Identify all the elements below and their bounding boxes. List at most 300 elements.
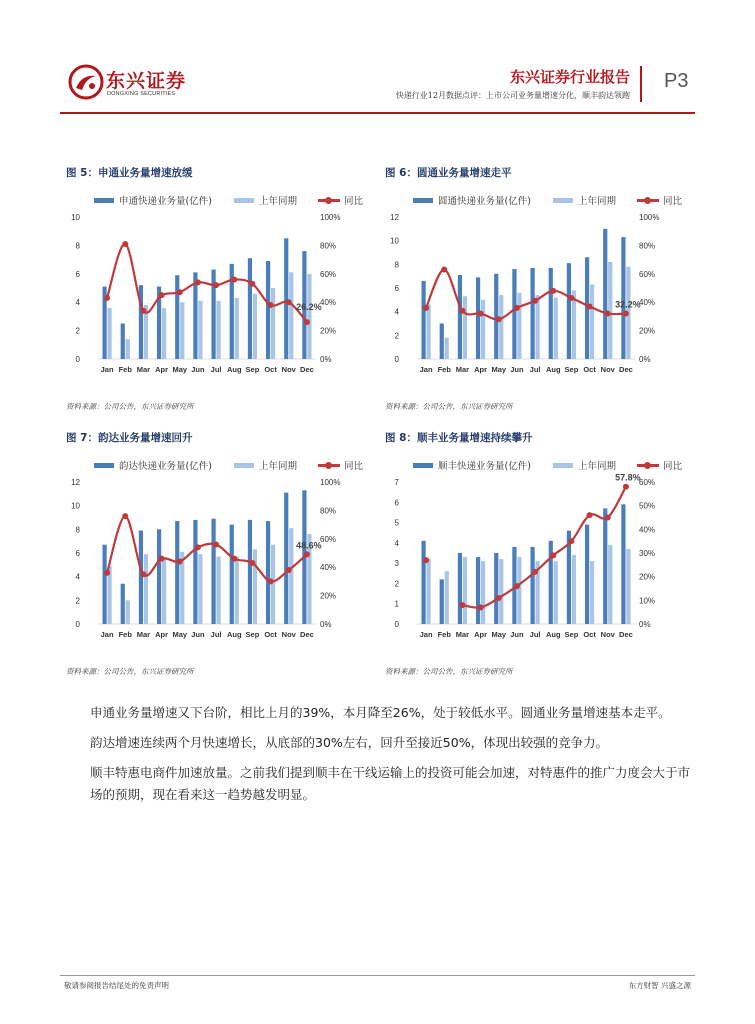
x-tick-label: Feb (437, 630, 451, 639)
yoy-point-aug (231, 556, 237, 562)
bar-current-jul (530, 547, 534, 624)
x-tick-label: May (491, 365, 507, 374)
header-divider (640, 66, 642, 102)
bar-current-feb (121, 584, 125, 624)
legend-item-yoy (637, 458, 682, 472)
y-tick-right: 80% (320, 241, 337, 251)
bar-last-year-mar (144, 554, 148, 624)
chart-plot (66, 474, 376, 649)
y-tick-right: 20% (320, 591, 337, 601)
y-tick-right: 60% (639, 269, 656, 279)
bar-current-nov (603, 508, 607, 624)
bar-current-jun (193, 272, 197, 359)
y-tick-right: 80% (320, 506, 337, 516)
x-tick-label: Nov (600, 365, 615, 374)
bar-last-year-sep (572, 555, 576, 624)
legend-label: 申通快递业务量(亿件) (119, 196, 212, 207)
x-tick-label: Nov (281, 630, 296, 639)
bar-last-year-apr (481, 300, 485, 359)
x-tick-label: Apr (155, 630, 169, 639)
x-tick-label: Feb (118, 630, 132, 639)
bar-current-apr (476, 557, 480, 624)
chart-plot (385, 474, 695, 649)
y-tick-left: 6 (75, 269, 80, 279)
bar-last-year-nov (289, 272, 293, 359)
figure-number: 图 6： (385, 167, 417, 179)
bar-current-jul (211, 519, 215, 624)
figure-number: 图 8： (385, 432, 417, 444)
yoy-point-oct (268, 302, 274, 308)
bar-current-mar (458, 553, 462, 624)
y-tick-right: 30% (639, 549, 656, 558)
x-tick-label: Aug (545, 630, 561, 639)
figure-source: 资料来源：公司公告，东兴证券研究所 (66, 667, 194, 676)
y-tick-right: 0% (320, 620, 332, 629)
bar-last-year-mar (463, 557, 467, 624)
y-tick-right: 100% (320, 213, 341, 222)
chart-legend (66, 458, 376, 472)
figure-title-text: 申通业务量增速放缓 (97, 167, 193, 179)
y-tick-left: 2 (75, 326, 80, 336)
bar-current-apr (157, 529, 161, 624)
yoy-point-mar (459, 308, 465, 314)
bar-current-jun (512, 269, 516, 359)
yoy-point-may (177, 289, 183, 295)
yoy-point-jan (423, 557, 429, 563)
x-tick-label: Apr (155, 365, 169, 374)
yoy-point-apr (159, 556, 165, 562)
y-tick-left: 2 (394, 579, 399, 589)
x-tick-label: Jul (529, 630, 541, 639)
y-tick-right: 60% (639, 478, 656, 487)
y-tick-left: 6 (394, 284, 399, 293)
x-tick-label: Jan (100, 630, 114, 639)
x-tick-label: Aug (226, 365, 242, 374)
x-tick-label: Dec (619, 630, 633, 639)
footer-rule (60, 975, 695, 976)
bar-current-dec (621, 237, 625, 359)
yoy-point-mar (459, 602, 465, 608)
y-tick-right: 40% (320, 563, 337, 573)
y-tick-left: 8 (75, 525, 80, 535)
y-tick-left: 0 (394, 355, 399, 364)
y-tick-right: 40% (639, 298, 656, 308)
bar-current-may (175, 521, 179, 624)
bar-current-feb (440, 324, 444, 360)
bar-current-jan (421, 541, 425, 624)
logo-cn-text: 东兴证券 (106, 70, 187, 92)
paragraph-3: 顺丰特惠电商件加速放量。之前我们提到顺丰在干线运输上的投资可能会加速，对特惠件的推广力度会大于市场的预期，现在看来这一趋势越发明显。 (90, 765, 691, 802)
legend-item-current (413, 193, 531, 207)
bar-last-year-jan (107, 308, 111, 359)
x-tick-label: May (491, 630, 507, 639)
bar-last-year-nov (608, 262, 612, 359)
bar-last-year-feb (445, 571, 449, 624)
bar-last-year-oct (590, 284, 594, 359)
yoy-point-aug (550, 288, 556, 294)
bar-last-year-dec (626, 549, 630, 624)
yoy-point-may (496, 316, 502, 322)
yoy-point-jul (213, 541, 219, 547)
yoy-point-oct (587, 512, 593, 518)
yoy-point-sep (249, 281, 255, 287)
y-tick-right: 20% (639, 572, 656, 582)
y-tick-left: 4 (75, 572, 80, 582)
yoy-point-feb (122, 241, 128, 247)
y-tick-left: 10 (71, 213, 80, 222)
yoy-point-jul (532, 298, 538, 304)
yoy-point-feb (122, 513, 128, 519)
yoy-point-nov (286, 299, 292, 305)
x-tick-label: May (172, 630, 188, 639)
bar-current-mar (458, 275, 462, 359)
bar-last-year-jun (198, 301, 202, 359)
yoy-point-feb (441, 267, 447, 273)
footer-slogan: 东方财智 兴盛之源 (628, 981, 691, 990)
legend-item-last-year (553, 458, 616, 472)
x-tick-label: Jun (191, 630, 205, 639)
bar-last-year-jul (216, 557, 220, 624)
figure-title (66, 430, 192, 445)
y-tick-left: 6 (394, 498, 399, 508)
legend-label: 韵达快递业务量(亿件) (119, 461, 212, 472)
legend-item-last-year (553, 193, 616, 207)
y-tick-right: 60% (320, 269, 337, 279)
figure-8 (385, 430, 695, 680)
bar-last-year-oct (271, 545, 275, 624)
yoy-point-apr (159, 292, 165, 298)
x-tick-label: Mar (455, 365, 470, 374)
yoy-point-jun (514, 583, 520, 589)
x-tick-label: Sep (564, 365, 579, 374)
logo-mark-icon (68, 64, 104, 100)
y-tick-left: 5 (394, 518, 399, 528)
yoy-point-mar (140, 571, 146, 577)
y-tick-left: 7 (394, 478, 399, 487)
bar-last-year-jan (426, 305, 430, 359)
bar-last-year-nov (289, 528, 293, 624)
yoy-point-apr (478, 604, 484, 610)
figure-source: 资料来源：公司公告，东兴证券研究所 (385, 402, 513, 411)
bar-last-year-jun (517, 557, 521, 624)
bar-last-year-may (180, 302, 184, 359)
legend-swatch (553, 463, 573, 468)
x-tick-label: Jul (210, 365, 222, 374)
legend-item-yoy (318, 458, 363, 472)
x-tick-label: Oct (583, 365, 596, 374)
legend-swatch (413, 463, 433, 468)
legend-label: 圆通快递业务量(亿件) (438, 196, 531, 207)
bar-last-year-jun (517, 293, 521, 359)
legend-line-marker (637, 196, 659, 204)
yoy-point-apr (478, 311, 484, 317)
bar-last-year-may (499, 559, 503, 624)
x-tick-label: Apr (474, 365, 488, 374)
x-tick-label: Sep (245, 630, 260, 639)
y-tick-right: 40% (320, 298, 337, 308)
bar-last-year-feb (445, 338, 449, 359)
x-tick-label: Jan (419, 365, 433, 374)
yoy-point-sep (568, 538, 574, 544)
yoy-point-mar (140, 308, 146, 314)
y-tick-right: 20% (639, 326, 656, 336)
bar-last-year-may (499, 295, 503, 359)
y-tick-left: 6 (75, 549, 80, 558)
yoy-line (426, 270, 626, 320)
bar-current-dec (621, 504, 625, 624)
y-tick-left: 10 (71, 501, 80, 511)
bar-current-sep (248, 258, 252, 359)
x-tick-label: Jan (419, 630, 433, 639)
company-logo (68, 64, 198, 104)
legend-item-current (94, 193, 212, 207)
x-tick-label: Aug (545, 365, 561, 374)
legend-line-marker (318, 196, 340, 204)
legend-label: 上年同期 (259, 461, 298, 472)
bar-current-oct (585, 525, 589, 624)
x-tick-label: Apr (474, 630, 488, 639)
chart-legend (385, 193, 695, 207)
legend-label: 上年同期 (578, 196, 617, 207)
x-tick-label: Aug (226, 630, 242, 639)
y-tick-left: 4 (394, 538, 399, 548)
bar-last-year-aug (235, 298, 239, 359)
yoy-point-jun (514, 305, 520, 311)
chart-legend (66, 193, 376, 207)
bar-current-aug (230, 525, 234, 624)
yoy-point-jan (423, 305, 429, 311)
bar-last-year-aug (554, 561, 558, 624)
yoy-point-oct (268, 578, 274, 584)
x-tick-label: Jul (210, 630, 222, 639)
y-tick-left: 8 (394, 260, 399, 270)
legend-swatch (413, 198, 433, 203)
bar-current-mar (139, 531, 143, 624)
bar-last-year-apr (162, 560, 166, 624)
y-tick-right: 100% (320, 478, 341, 487)
bar-current-may (175, 275, 179, 359)
bar-last-year-jun (198, 554, 202, 624)
y-tick-right: 50% (639, 501, 656, 511)
yoy-point-jan (104, 295, 110, 301)
yoy-point-sep (568, 295, 574, 301)
yoy-point-jul (213, 282, 219, 288)
x-tick-label: Oct (264, 630, 277, 639)
x-tick-label: Nov (281, 365, 296, 374)
y-tick-left: 0 (394, 620, 399, 629)
x-tick-label: Jan (100, 365, 114, 374)
y-tick-right: 60% (320, 534, 337, 544)
x-tick-label: May (172, 365, 188, 374)
x-tick-label: Oct (583, 630, 596, 639)
y-tick-left: 4 (394, 307, 399, 317)
bar-current-may (494, 553, 498, 624)
bar-last-year-apr (481, 561, 485, 624)
y-tick-left: 2 (75, 596, 80, 606)
yoy-point-sep (249, 560, 255, 566)
bar-current-oct (266, 521, 270, 624)
yoy-point-may (496, 595, 502, 601)
legend-swatch (553, 198, 573, 203)
bar-last-year-aug (235, 557, 239, 624)
x-tick-label: Jul (529, 365, 541, 374)
x-tick-label: Mar (136, 630, 151, 639)
legend-line-marker (318, 461, 340, 469)
legend-item-current (413, 458, 531, 472)
yoy-point-dec (304, 319, 310, 325)
figure-title-text: 圆通业务量增速走平 (416, 167, 512, 179)
chart-legend (385, 458, 695, 472)
bar-last-year-jul (216, 301, 220, 359)
y-tick-right: 100% (639, 213, 660, 222)
footer-disclaimer: 敬请参阅报告结尾处的免责声明 (64, 981, 169, 990)
y-tick-left: 3 (394, 559, 399, 569)
figure-title (66, 165, 192, 180)
bar-current-nov (603, 229, 607, 359)
bar-current-nov (284, 493, 288, 624)
paragraph-1: 申通业务量增速又下台阶，相比上月的39%，本月降至26%，处于较低水平。圆通业务量增速基本走平。 (90, 705, 671, 720)
figure-title (385, 430, 532, 445)
bar-last-year-apr (162, 308, 166, 359)
x-tick-label: Jun (191, 365, 205, 374)
yoy-point-jun (195, 279, 201, 285)
legend-item-yoy (318, 193, 363, 207)
legend-label: 同比 (344, 196, 364, 207)
y-tick-left: 4 (75, 298, 80, 308)
y-tick-left: 0 (75, 620, 80, 629)
legend-swatch (94, 463, 114, 468)
y-tick-left: 1 (394, 599, 399, 609)
legend-label: 同比 (663, 461, 683, 472)
legend-item-last-year (234, 193, 297, 207)
bar-current-sep (248, 520, 252, 624)
yoy-point-nov (286, 567, 292, 573)
bar-last-year-jan (426, 559, 430, 624)
y-tick-left: 12 (390, 213, 399, 222)
legend-item-last-year (234, 458, 297, 472)
yoy-point-dec (623, 484, 629, 490)
x-tick-label: Dec (619, 365, 633, 374)
y-tick-left: 8 (75, 241, 80, 251)
yoy-point-dec (304, 551, 310, 557)
bar-current-jul (530, 268, 534, 359)
yoy-line (107, 244, 307, 322)
x-tick-label: Mar (136, 365, 151, 374)
yoy-annotation: 48.6% (296, 540, 322, 551)
bar-last-year-nov (608, 545, 612, 624)
legend-line-marker (637, 461, 659, 469)
yoy-point-nov (605, 311, 611, 317)
x-tick-label: Sep (564, 630, 579, 639)
x-tick-label: Oct (264, 365, 277, 374)
x-tick-label: Feb (118, 365, 132, 374)
bar-current-sep (567, 263, 571, 359)
figure-6 (385, 165, 695, 415)
yoy-annotation: 26.2% (296, 302, 322, 313)
paragraph-2: 韵达增速连续两个月快速增长，从底部的30%左右，回升至接近50%，体现出较强的竞争力。 (90, 735, 609, 750)
y-tick-right: 0% (639, 355, 651, 364)
y-tick-left: 0 (75, 355, 80, 364)
bar-current-jun (193, 520, 197, 624)
yoy-line (107, 516, 307, 581)
figure-7 (66, 430, 376, 680)
y-tick-right: 10% (639, 596, 656, 606)
figure-source: 资料来源：公司公告，东兴证券研究所 (66, 402, 194, 411)
bar-current-feb (121, 324, 125, 360)
bar-last-year-feb (126, 339, 130, 359)
bar-current-apr (476, 277, 480, 359)
x-tick-label: Feb (437, 365, 451, 374)
page-number: P3 (664, 70, 689, 92)
bar-last-year-dec (307, 274, 311, 359)
yoy-point-jul (532, 569, 538, 575)
x-tick-label: Nov (600, 630, 615, 639)
legend-swatch (234, 463, 254, 468)
figure-source: 资料来源：公司公告，东兴证券研究所 (385, 667, 513, 676)
x-tick-label: Jun (510, 630, 524, 639)
x-tick-label: Sep (245, 365, 260, 374)
y-tick-right: 0% (639, 620, 651, 629)
figure-5 (66, 165, 376, 415)
legend-label: 上年同期 (578, 461, 617, 472)
chart-plot (385, 209, 695, 384)
yoy-line (462, 487, 626, 608)
yoy-point-jan (104, 570, 110, 576)
yoy-point-nov (605, 515, 611, 521)
yoy-annotation: 32.2% (615, 299, 641, 310)
x-tick-label: Dec (300, 630, 314, 639)
figure-title-text: 顺丰业务量增速持续攀升 (416, 432, 533, 444)
legend-label: 同比 (344, 461, 364, 472)
legend-item-current (94, 458, 212, 472)
bar-last-year-jul (535, 295, 539, 359)
bar-last-year-oct (590, 561, 594, 624)
y-tick-left: 10 (390, 236, 399, 246)
bar-current-feb (440, 579, 444, 624)
y-tick-right: 80% (639, 241, 656, 251)
x-tick-label: Mar (455, 630, 470, 639)
y-tick-right: 0% (320, 355, 332, 364)
legend-label: 顺丰快递业务量(亿件) (438, 461, 531, 472)
figure-number: 图 7： (66, 432, 98, 444)
bar-last-year-sep (253, 294, 257, 359)
yoy-annotation: 57.8% (615, 472, 641, 483)
yoy-point-may (177, 559, 183, 565)
figure-title (385, 165, 511, 180)
yoy-point-jun (195, 544, 201, 550)
bar-current-oct (266, 261, 270, 359)
logo-en-text: DONGXING SECURITIES (107, 91, 176, 97)
figure-number: 图 5： (66, 167, 98, 179)
chart-plot (66, 209, 376, 384)
legend-swatch (94, 198, 114, 203)
yoy-point-dec (623, 311, 629, 317)
y-tick-left: 12 (71, 478, 80, 487)
report-title: 东兴证券行业报告 (509, 68, 630, 86)
bar-current-nov (284, 238, 288, 359)
yoy-point-oct (587, 303, 593, 309)
bar-current-jan (421, 281, 425, 359)
bar-current-may (494, 274, 498, 359)
bar-last-year-mar (463, 296, 467, 359)
header-rule (60, 112, 695, 114)
y-tick-right: 20% (320, 326, 337, 336)
x-tick-label: Jun (510, 365, 524, 374)
legend-item-yoy (637, 193, 682, 207)
bar-last-year-aug (554, 297, 558, 359)
page-header (0, 0, 755, 120)
legend-swatch (234, 198, 254, 203)
